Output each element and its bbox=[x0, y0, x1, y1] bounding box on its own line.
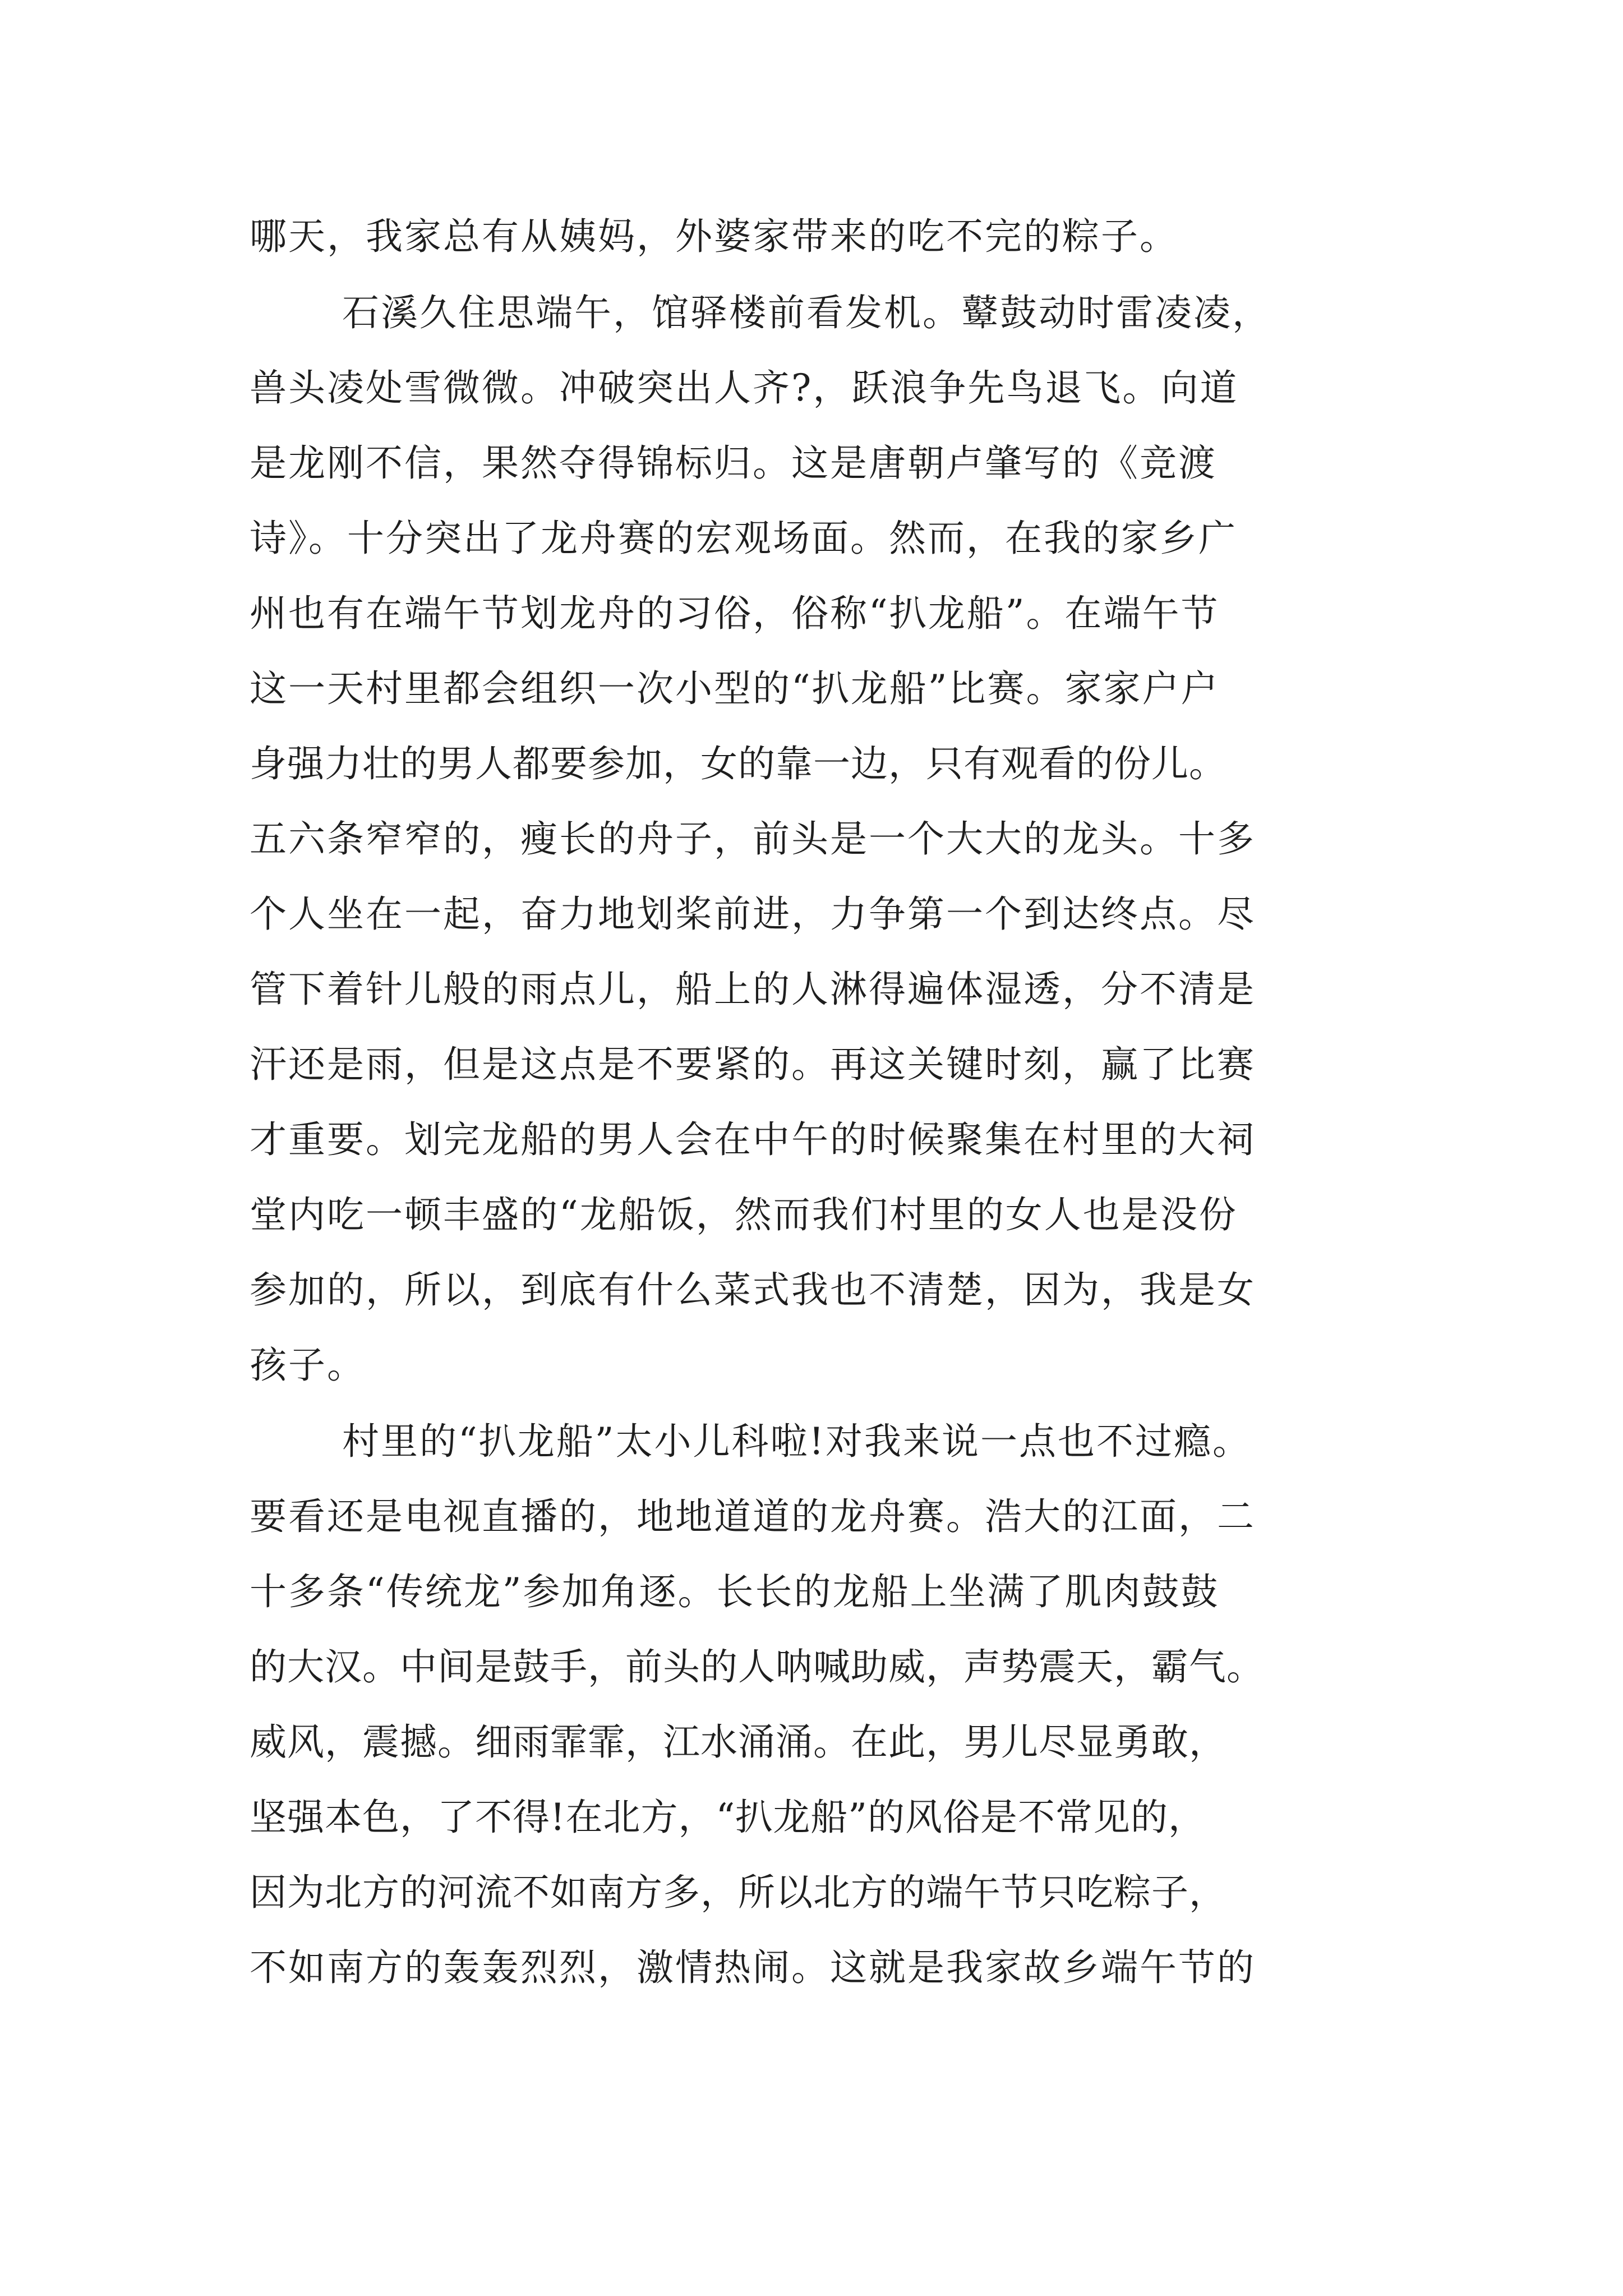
text-line: 不如南方的轰轰烈烈，激情热闹。这就是我家故乡端午节的 bbox=[250, 1946, 1256, 1989]
text-line: 坚强本色，了不得!在北方，“扒龙船”的风俗是不常见的， bbox=[250, 1796, 1206, 1839]
text-line: 诗》。十分突出了龙舟赛的宏观场面。然而，在我的家乡广 bbox=[250, 517, 1237, 560]
text-line: 管下着针儿般的雨点儿，船上的人淋得遍体湿透，分不清是 bbox=[250, 968, 1256, 1011]
text-line: 是龙刚不信，果然夺得锦标归。这是唐朝卢肇写的《竞渡 bbox=[250, 441, 1217, 485]
text-line: 要看还是电视直播的，地地道道的龙舟赛。浩大的江面，二 bbox=[250, 1495, 1256, 1538]
text-line: 参加的，所以，到底有什么菜式我也不清楚，因为，我是女 bbox=[250, 1268, 1256, 1312]
text-line: 哪天，我家总有从姨妈，外婆家带来的吃不完的粽子。 bbox=[250, 215, 1178, 258]
text-line: 个人坐在一起，奋力地划桨前进，力争第一个到达终点。尽 bbox=[250, 892, 1256, 936]
text-line: 五六条窄窄的，瘦长的舟子，前头是一个大大的龙头。十多 bbox=[250, 817, 1256, 861]
text-line: 身强力壮的男人都要参加，女的靠一边，只有观看的份儿。 bbox=[250, 742, 1227, 785]
text-line: 堂内吃一顿丰盛的“龙船饭，然而我们村里的女人也是没份 bbox=[250, 1193, 1238, 1236]
text-line: 汗还是雨，但是这点是不要紧的。再这关键时刻，赢了比赛 bbox=[250, 1043, 1256, 1086]
text-line: 十多条“传统龙”参加角逐。长长的龙船上坐满了肌肉鼓鼓 bbox=[250, 1570, 1220, 1613]
text-line: 州也有在端午节划龙舟的习俗，俗称“扒龙船”。在端午节 bbox=[250, 592, 1220, 635]
text-line: 因为北方的河流不如南方多，所以北方的端午节只吃粽子， bbox=[250, 1871, 1227, 1914]
text-line: 兽头凌处雪微微。冲破突出人齐?，跃浪争先鸟退飞。向道 bbox=[250, 366, 1239, 409]
paragraph-start-line: 村里的“扒龙船”太小儿科啦!对我来说一点也不过瘾。 bbox=[342, 1420, 1252, 1463]
text-line: 威风，震撼。细雨霏霏，江水涌涌。在此，男儿尽显勇敢， bbox=[250, 1720, 1227, 1764]
text-line: 孩子。 bbox=[250, 1343, 366, 1387]
text-line: 的大汉。中间是鼓手，前头的人呐喊助威，声势震天，霸气。 bbox=[250, 1645, 1264, 1688]
paragraph-start-line: 石溪久住思端午，馆驿楼前看发机。鼙鼓动时雷凌凌， bbox=[342, 291, 1271, 334]
text-line: 这一天村里都会组织一次小型的“扒龙船”比赛。家家户户 bbox=[250, 667, 1220, 710]
text-line: 才重要。划完龙船的男人会在中午的时候聚集在村里的大祠 bbox=[250, 1118, 1256, 1161]
